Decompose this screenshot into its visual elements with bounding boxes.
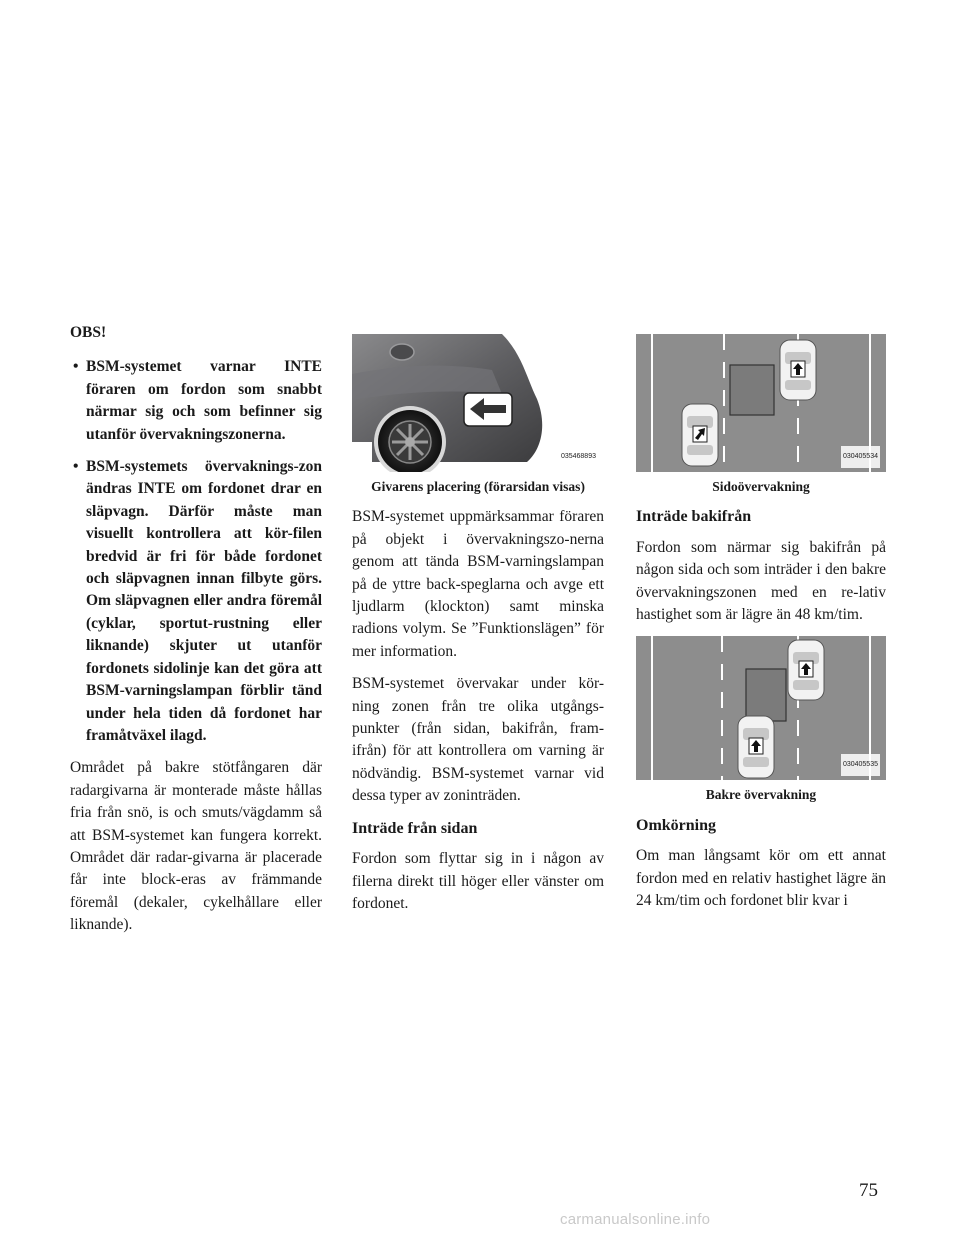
column-middle	[352, 334, 604, 925]
overtake-heading: Omkörning	[636, 816, 717, 834]
side-entry-text: Fordon som flyttar sig in i någon av filerna direkt till höger eller vänster om fordonet.	[352, 850, 604, 912]
car-top-icon	[788, 640, 824, 700]
sensor-location-caption: Givarens placering (förarsidan visas)	[371, 479, 585, 494]
monitoring-paragraph: BSM-systemet övervakar under kör-ning zonen från tre olika utgångs-punkter (från sidan, bakifrån, fram-ifrån) för att kontrollera om varning är nödvändig. BSM-systemet varnar vid dessa typer av zoninträden.	[352, 675, 604, 805]
overtake-text: Om man långsamt kör om ett annat fordon med en relativ hastighet lägre än 24 km/tim och fordonet blir kvar i	[636, 847, 886, 910]
rear-monitoring-figure	[636, 636, 886, 780]
sensor-location-figure	[352, 334, 604, 472]
car-top-icon	[738, 716, 774, 778]
sensor-area-paragraph: Området på bakre stötfångaren där radargivarna är monterade måste hållas fria från snö, is och smuts/vägdamm så att BSM-systemet kan fungera korrekt. Området där radar-givarna är placerade får inte block-eras av främmande föremål (dekaler, cykelhållare eller liknande).	[70, 759, 322, 934]
page-number: 75	[859, 1180, 878, 1201]
figure-code: 030405534	[841, 446, 880, 468]
note-bullet-2: • BSM-systemets övervaknings-zon ändras INTE om fordonet drar en släpvagn. Därför måste man visuellt kontrollera att kör-filen bredvid är fri för både fordonet och släpvagnen innan filbyte görs. Om släpvagnen eller andra föremål (cyklar, sportut-rustning eller liknande) skjuter ut utanför fordonets sidolinje kan det göra att BSM-varningslampan förblir tänd under hela tiden då fordonet har framåtväxel ilagd.	[70, 456, 322, 747]
rear-entry-text: Fordon som närmar sig bakifrån på någon sida och som inträder i den bakre övervakningszonen med en re-lativ hastighet som är lägre än 48 km/tim.	[636, 538, 886, 624]
note-heading: OBS!	[70, 324, 107, 341]
side-monitoring-caption: Sidoövervakning	[712, 479, 810, 494]
figure-code: 030405535	[841, 754, 880, 776]
note-bullet-1: • BSM-systemet varnar INTE föraren om fordon som snabbt närmar sig och som befinner sig utanför övervakningszonerna.	[70, 356, 322, 446]
column-right	[636, 334, 886, 922]
car-top-icon	[682, 404, 718, 466]
rear-entry-heading: Inträde bakifrån	[636, 508, 752, 526]
warning-paragraph: BSM-systemet uppmärksammar föraren på objekt i övervakningszo-nerna genom att tända BSM-varningslampan på de yttre back-speglarna och avge ett ljudlarm (klockton) samt minska radions volym. Se ”Funktionslägen” för mer information.	[352, 508, 604, 660]
rear-monitoring-caption: Bakre övervakning	[705, 787, 817, 803]
figure-code: 035468893	[559, 446, 598, 468]
car-top-icon	[780, 340, 816, 400]
watermark-text: carmanualsonline.info	[560, 1211, 711, 1228]
side-entry-heading: Inträde från sidan	[352, 819, 478, 837]
side-monitoring-figure	[636, 334, 886, 472]
column-left	[70, 322, 322, 947]
